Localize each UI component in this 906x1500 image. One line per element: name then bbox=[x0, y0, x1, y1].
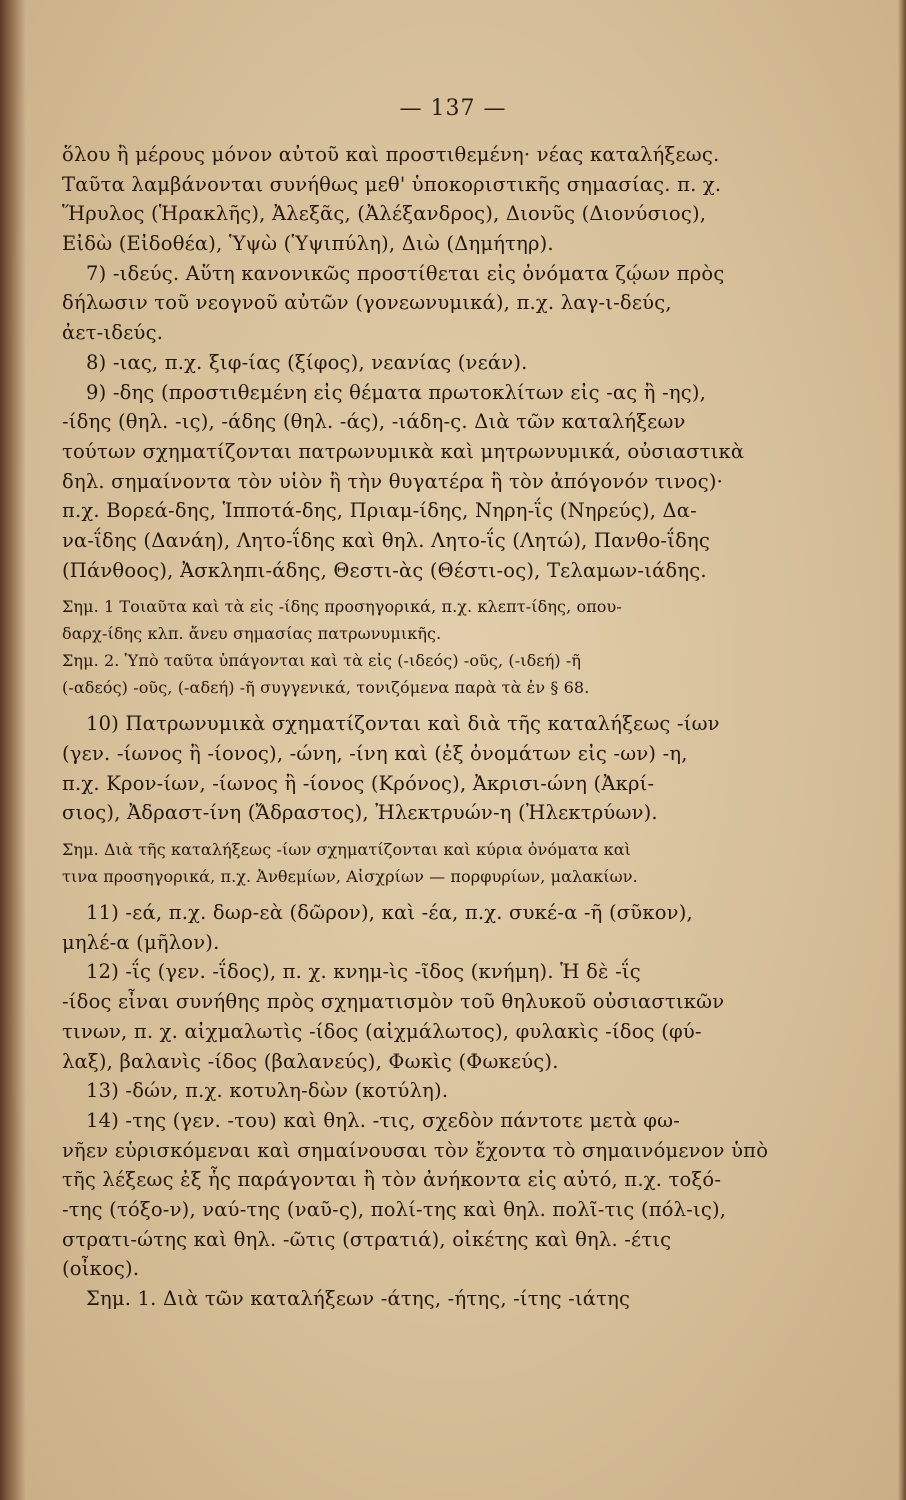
note-text-line: δαρχ-ίδης κλπ. ἄνευ σημασίας πατρωνυμικῆς. bbox=[62, 624, 442, 644]
note-text-line: Σημ. 1 Τοιαῦτα καὶ τὰ εἰς -ίδης προσηγορικά, π.χ. κλεπτ-ίδης, οπου- bbox=[62, 597, 622, 617]
page-body-text bbox=[62, 140, 802, 1314]
body-text-line: 14) -της (γεν. -του) καὶ θηλ. -τις, σχεδὸν πάντοτε μετὰ φω- bbox=[86, 1108, 681, 1132]
paragraph-gap bbox=[62, 890, 802, 898]
body-text-line: Εἰδὼ (Εἰδοθέα), Ὑψὼ (Ὑψιπύλη), Διὼ (Δημήτηρ). bbox=[62, 232, 554, 256]
body-text-line: στρατι-ώτης καὶ θηλ. -ῶτις (στρατιά), οἰκέτης καὶ θηλ. -έτις bbox=[62, 1227, 672, 1251]
body-text-line: -ίδης (θηλ. -ις), -άδης (θηλ. -άς), -ιάδη-ς. Διὰ τῶν καταλήξεων bbox=[62, 410, 686, 434]
body-text-line: τινων, π. χ. αἰχμαλωτὶς -ίδος (αἰχμάλωτος), φυλακὶς -ίδος (φύ- bbox=[62, 1019, 702, 1043]
body-text-line: (γεν. -ίωνος ἢ -ίονος), -ώνη, -ίνη καὶ (ἐξ ὀνομάτων εἰς -ων) -η, bbox=[62, 742, 688, 765]
paragraph-gap bbox=[62, 701, 802, 709]
page-edge-shadow bbox=[898, 0, 906, 1500]
body-text-line: 8) -ιας, π.χ. ξιφ-ίας (ξίφος), νεανίας (νεάν). bbox=[86, 350, 528, 374]
body-text-line: νῆεν εὑρισκόμεναι καὶ σημαίνουσαι τὸν ἔχοντα τὸ σημαινόμενον ὑπὸ bbox=[62, 1138, 769, 1162]
body-text-line: να-ΐδης (Δανάη), Λητο-ΐδης καὶ θηλ. Λητο-ΐς (Λητώ), Πανθο-ΐδης bbox=[62, 528, 711, 552]
paragraph-gap bbox=[62, 585, 802, 593]
body-text-line: δηλ. σημαίνοντα τὸν υἱὸν ἢ τὴν θυγατέρα ἢ τὸν ἀπόγονόν τινος)· bbox=[62, 469, 724, 493]
body-text-line: (Πάνθοος), Ἀσκληπι-άδης, Θεστι-ὰς (Θέστι-ος), Τελαμων-ιάδης. bbox=[62, 558, 707, 582]
body-text-line: 9) -δης (προστιθεμένη εἰς θέματα πρωτοκλίτων εἰς -ας ἢ -ης), bbox=[86, 380, 707, 404]
body-text-line: δήλωσιν τοῦ νεογνοῦ αὐτῶν (γονεωνυμικά), π.χ. λαγ-ι-δεύς, bbox=[62, 291, 672, 315]
note-text-line: Σημ. 2. Ὑπὸ ταῦτα ὑπάγονται καὶ τὰ εἰς (-ιδεός) -οῦς, (-ιδεή) -ῆ bbox=[62, 651, 582, 671]
body-text-line: (οἶκος). bbox=[62, 1257, 140, 1281]
body-text-line: π.χ. Βορεά-δης, Ἱπποτά-δης, Πριαμ-ίδης, Νηρη-ΐς (Νηρεύς), Δα- bbox=[62, 499, 697, 523]
body-text-line: λαξ), βαλανὶς -ίδος (βαλανεύς), Φωκὶς (Φωκεύς). bbox=[62, 1049, 559, 1073]
body-text-line: τούτων σχηματίζονται πατρωνυμικὰ καὶ μητρωνυμικά, οὐσιαστικὰ bbox=[62, 439, 745, 463]
body-text-line: ὅλου ἢ μέρους μόνον αὐτοῦ καὶ προστιθεμένη· νέας καταλήξεως. bbox=[62, 143, 720, 166]
note-text-line: τινα προσηγορικά, π.χ. Ἀνθεμίων, Αἰσχρίων — πορφυρίων, μαλακίων. bbox=[62, 867, 638, 887]
note-text-line: (-αδεός) -οῦς, (-αδεή) -ῆ συγγενικά, τονιζόμενα παρὰ τὰ ἐν § 68. bbox=[62, 678, 590, 698]
body-text-line: Ἥρυλος (Ἡρακλῆς), Ἀλεξᾶς, (Ἀλέξανδρος), Διονῦς (Διονύσιος), bbox=[62, 202, 707, 226]
body-text-line: 11) -εά, π.χ. δωρ-εὰ (δῶρον), καὶ -έα, π.χ. συκέ-α -ῆ (σῦκον), bbox=[86, 901, 693, 925]
page-number: — 137 — bbox=[399, 96, 507, 121]
body-text-line: 10) Πατρωνυμικὰ σχηματίζονται καὶ διὰ τῆς καταλήξεως -ίων bbox=[86, 712, 720, 736]
body-text-line: σιος), Ἀδραστ-ίνη (Ἄδραστος), Ἠλεκτρυών-η (Ἠλεκτρύων). bbox=[62, 801, 658, 825]
body-text-line: Σημ. 1. Διὰ τῶν καταλήξεων -άτης, -ήτης, -ίτης -ιάτης bbox=[86, 1287, 631, 1310]
body-text-line: π.χ. Κρον-ίων, -ίωνος ἢ -ίονος (Κρόνος), Ἀκρισι-ώνη (Ἀκρί- bbox=[62, 771, 655, 795]
body-text-line: -της (τόξο-ν), ναύ-της (ναῦ-ς), πολί-της καὶ θηλ. πολῖ-τις (πόλ-ις), bbox=[62, 1197, 727, 1221]
body-text-line: τῆς λέξεως ἐξ ἧς παράγονται ἢ τὸν ἀνήκοντα εἰς αὐτό, π.χ. τοξό- bbox=[62, 1168, 722, 1192]
body-text-line: Ταῦτα λαμβάνονται συνήθως μεθ' ὑποκοριστικῆς σημασίας. π. χ. bbox=[62, 172, 722, 196]
body-text-line: 7) -ιδεύς. Αὕτη κανονικῶς προστίθεται εἰς ὀνόματα ζῴων πρὸς bbox=[86, 261, 725, 285]
body-text-line: 13) -δών, π.χ. κοτυλη-δὼν (κοτύλη). bbox=[86, 1079, 449, 1103]
page-binding-shadow bbox=[0, 0, 26, 1500]
paragraph-gap bbox=[62, 828, 802, 836]
body-text-line: 12) -ΐς (γεν. -ΐδος), π. χ. κνημ-ὶς -ῖδος (κνήμη). Ἡ δὲ -ΐς bbox=[86, 960, 641, 984]
body-text-line: -ίδος εἶναι συνήθης πρὸς σχηματισμὸν τοῦ θηλυκοῦ οὐσιαστικῶν bbox=[62, 990, 725, 1014]
body-text-line: μηλέ-α (μῆλον). bbox=[62, 930, 220, 954]
note-text-line: Σημ. Διὰ τῆς καταλήξεως -ίων σχηματίζονται καὶ κύρια ὀνόματα καὶ bbox=[62, 840, 632, 860]
body-text-line: ἀετ-ιδεύς. bbox=[62, 321, 164, 345]
